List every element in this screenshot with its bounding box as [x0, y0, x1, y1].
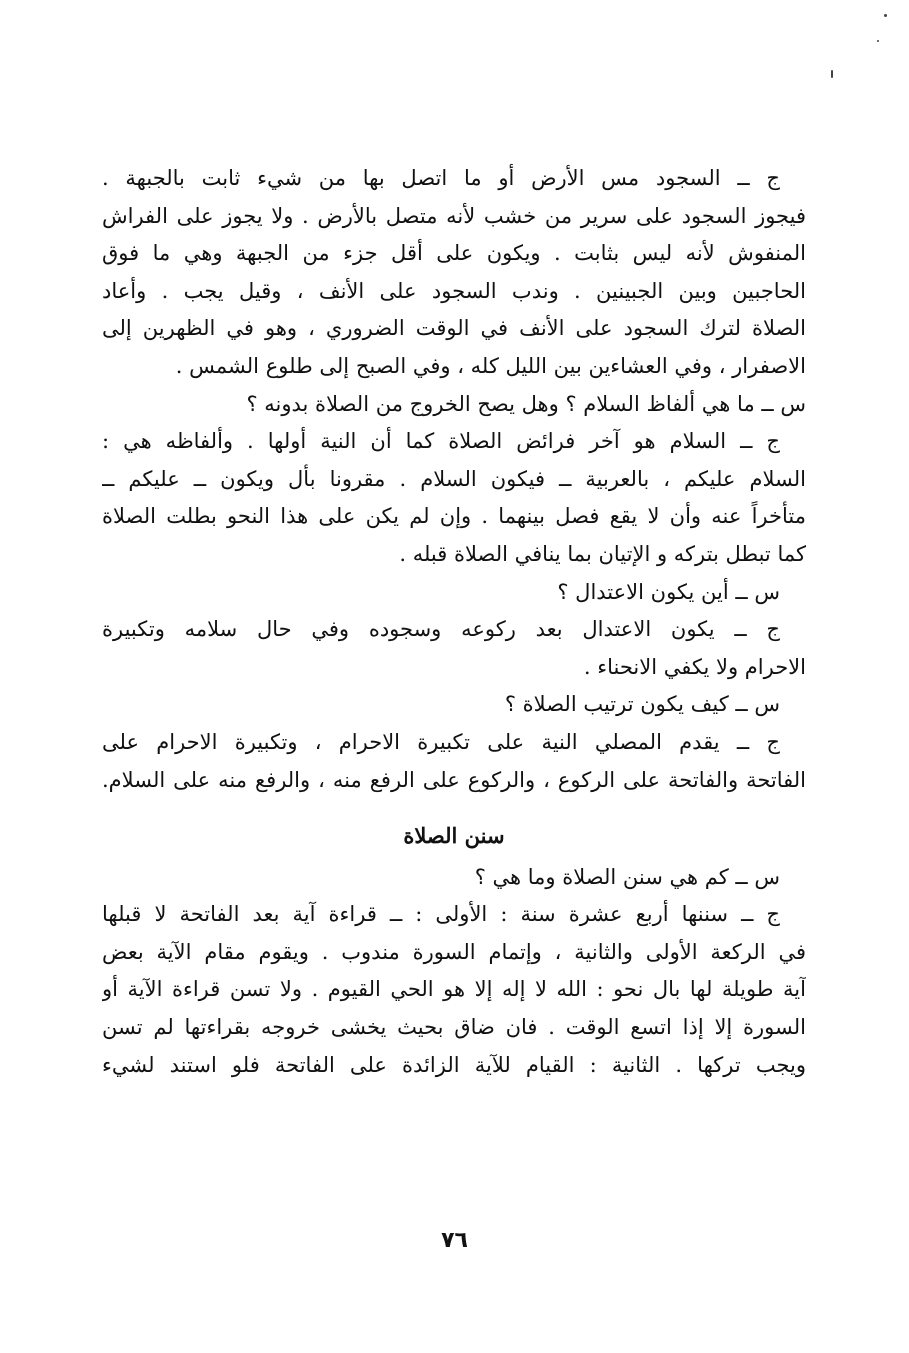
question-line: س ــ ما هي ألفاظ السلام ؟ وهل يصح الخروج من الصلاة بدونه ؟: [246, 391, 806, 416]
answer-line: ج ــ يقدم المصلي النية على تكبيرة الاحرام ، وتكبيرة الاحرام على: [102, 729, 780, 754]
text-line: الصلاة لترك السجود على الأنف في الوقت الضروري ، وهو في الظهرين إلى: [102, 316, 806, 341]
scan-speck: [884, 14, 887, 17]
text-line: ج ــ السجود مس الأرض أو ما اتصل بها من شيء ثابت بالجبهة .: [102, 166, 780, 190]
page-number: ٧٦: [441, 1228, 468, 1253]
text-line: الفاتحة والفاتحة على الركوع ، والركوع على الرفع منه ، والرفع منه على السلام.: [102, 767, 806, 792]
page-body: [102, 160, 806, 1084]
text-line: كما تبطل بتركه و الإتيان بما ينافي الصلاة قبله .: [399, 541, 806, 566]
text-line: المنفوش لأنه ليس بثابت . ويكون على أقل جزء من الجبهة وهي ما فوق: [102, 241, 806, 266]
question-line: س ــ كيف يكون ترتيب الصلاة ؟: [504, 692, 780, 717]
text-line: متأخراً عنه وأن لا يقع فصل بينهما . وإن لم يكن على هذا النحو بطلت الصلاة: [102, 504, 806, 529]
scan-speck: [877, 40, 879, 42]
text-line: السلام عليكم ، بالعربية ــ فيكون السلام . مقرونا بأل ويكون ــ عليكم ــ: [102, 466, 806, 491]
text-line: الاصفرار ، وفي العشاءين بين الليل كله ، وفي الصبح إلى طلوع الشمس .: [175, 353, 806, 378]
text-line: الاحرام ولا يكفي الانحناء .: [583, 654, 806, 679]
answer-line: ج ــ سننها أربع عشرة سنة : الأولى : ــ قراءة آية بعد الفاتحة لا قبلها: [102, 902, 780, 927]
text-line: الحاجبين وبين الجبينين . وندب السجود على الأنف ، وقيل يجب . وأعاد: [102, 278, 806, 303]
answer-line: ج ــ السلام هو آخر فرائض الصلاة كما أن النية أولها . وألفاظه هي :: [102, 429, 780, 454]
scan-speck: [831, 70, 833, 78]
text-line: فيجوز السجود على سرير من خشب لأنه متصل بالأرض . ولا يجوز على الفراش: [102, 203, 806, 228]
section-heading: سنن الصلاة: [403, 823, 505, 849]
question-line: س ــ كم هي سنن الصلاة وما هي ؟: [474, 864, 780, 889]
answer-line: ج ــ يكون الاعتدال بعد ركوعه وسجوده وفي حال سلامه وتكبيرة: [102, 617, 780, 642]
text-line: ويجب تركها . الثانية : القيام للآية الزائدة على الفاتحة فلو استند لشيء: [102, 1052, 806, 1077]
text-line: في الركعة الأولى والثانية ، وإتمام السورة مندوب . ويقوم مقام الآية بعض: [102, 939, 806, 964]
text-line: آية طويلة لها بال نحو : الله لا إله إلا هو الحي القيوم . ولا تسن قراءة الآية أو: [102, 977, 806, 1002]
question-line: س ــ أين يكون الاعتدال ؟: [557, 579, 780, 604]
text-line: السورة إلا إذا اتسع الوقت . فان ضاق بحيث يخشى خروجه بقراءتها لم تسن: [102, 1015, 806, 1040]
